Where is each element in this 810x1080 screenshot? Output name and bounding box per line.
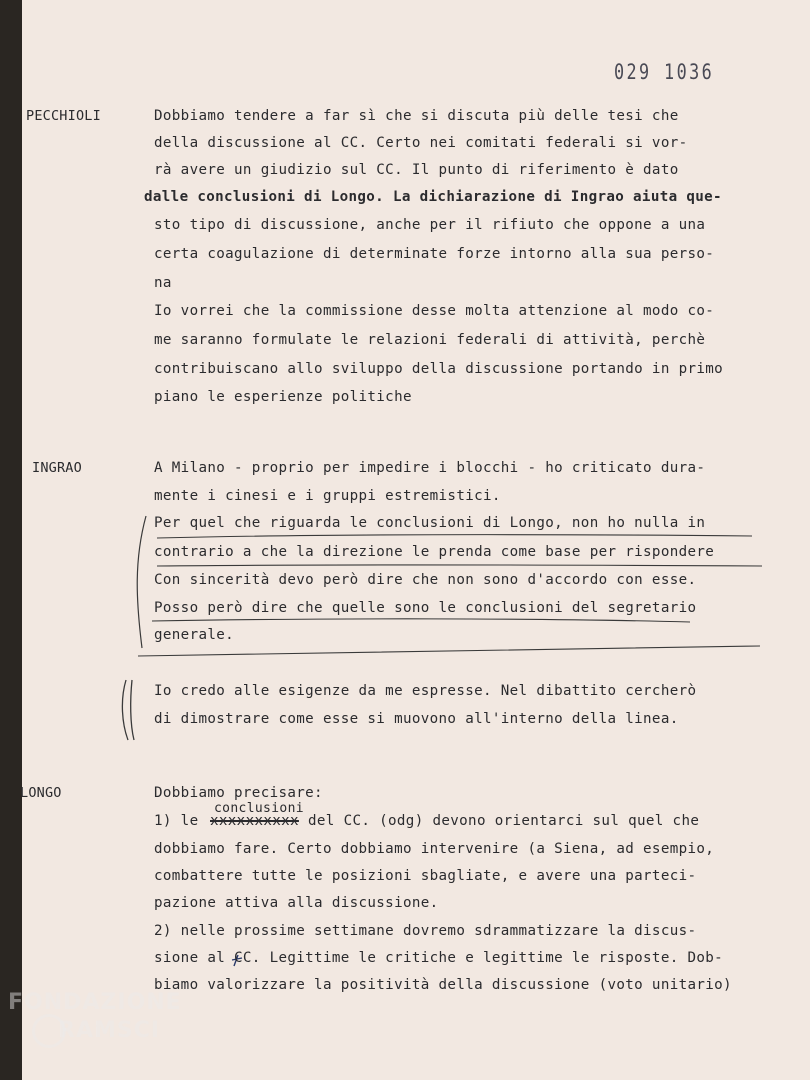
text-line: dobbiamo fare. Certo dobbiamo intervenire (a Siena, ad esempio,	[154, 841, 715, 857]
text-line: A Milano - proprio per impedire i blocchi - ho criticato dura-	[154, 460, 706, 476]
text-line: generale.	[154, 627, 235, 643]
handwritten-insert: conclusioni	[214, 801, 304, 816]
text-line: mente i cinesi e i gruppi estremistici.	[154, 488, 501, 504]
text-line: biamo valorizzare la positività della discussione (voto unitario)	[154, 977, 732, 993]
fondazione-gramsci-watermark	[8, 990, 248, 1050]
text-line: Con sincerità devo però dire che non sono d'accordo con esse.	[154, 572, 697, 588]
text-line: contribuiscano allo sviluppo della discussione portando in primo	[154, 361, 724, 377]
document-page	[22, 0, 810, 1080]
text-line: 1) le	[154, 813, 199, 829]
text-line: Io credo alle esigenze da me espresse. Nel dibattito cercherò	[154, 683, 697, 699]
text-line: della discussione al CC. Certo nei comitati federali si vor-	[154, 135, 688, 151]
text-line: di dimostrare come esse si muovono all'interno della linea.	[154, 711, 679, 727]
speaker-ingrao: INGRAO	[32, 460, 82, 476]
text-line: contrario a che la direzione le prenda come base per rispondere	[154, 544, 715, 560]
text-line: sto tipo di discussione, anche per il rifiuto che oppone a una	[154, 217, 706, 233]
text-line: Dobbiamo tendere a far sì che si discuta più delle tesi che	[154, 108, 679, 124]
text-line: certa coagulazione di determinate forze intorno alla sua perso-	[154, 246, 715, 262]
text-line: me saranno formulate le relazioni federali di attività, perchè	[154, 332, 706, 348]
text-line: Posso però dire che quelle sono le conclusioni del segretario	[154, 600, 697, 616]
text-line: rà avere un giudizio sul CC. Il punto di riferimento è dato	[154, 162, 679, 178]
document-reference-number: 029 1036	[614, 60, 715, 84]
text-line: Dobbiamo precisare:	[154, 785, 323, 801]
text-line: 2) nelle prossime settimane dovremo sdrammatizzare la discus-	[154, 923, 697, 939]
text-line: del CC. (odg) devono orientarci sul quel che	[308, 813, 700, 829]
text-line: sione al CC. Legittime le critiche e legittime le risposte. Dob-	[154, 950, 724, 966]
text-line: dalle conclusioni di Longo. La dichiarazione di Ingrao aiuta que-	[144, 189, 722, 205]
speaker-pecchioli: PECCHIOLI	[26, 108, 101, 124]
text-line: Io vorrei che la commissione desse molta attenzione al modo co-	[154, 303, 715, 319]
speaker-longo: LONGO	[20, 785, 62, 801]
text-line: pazione attiva alla discussione.	[154, 895, 439, 911]
text-line: Per quel che riguarda le conclusioni di Longo, non ho nulla in	[154, 515, 706, 531]
struck-word: xxxxxxxxxx	[210, 813, 299, 829]
text-line: na	[154, 275, 172, 291]
text-line: piano le esperienze politiche	[154, 389, 412, 405]
watermark-line-2: RAMSCI	[58, 1018, 161, 1043]
watermark-line-1: FONDAZIONE	[8, 990, 182, 1015]
text-line: combattere tutte le posizioni sbagliate, e avere una parteci-	[154, 868, 697, 884]
